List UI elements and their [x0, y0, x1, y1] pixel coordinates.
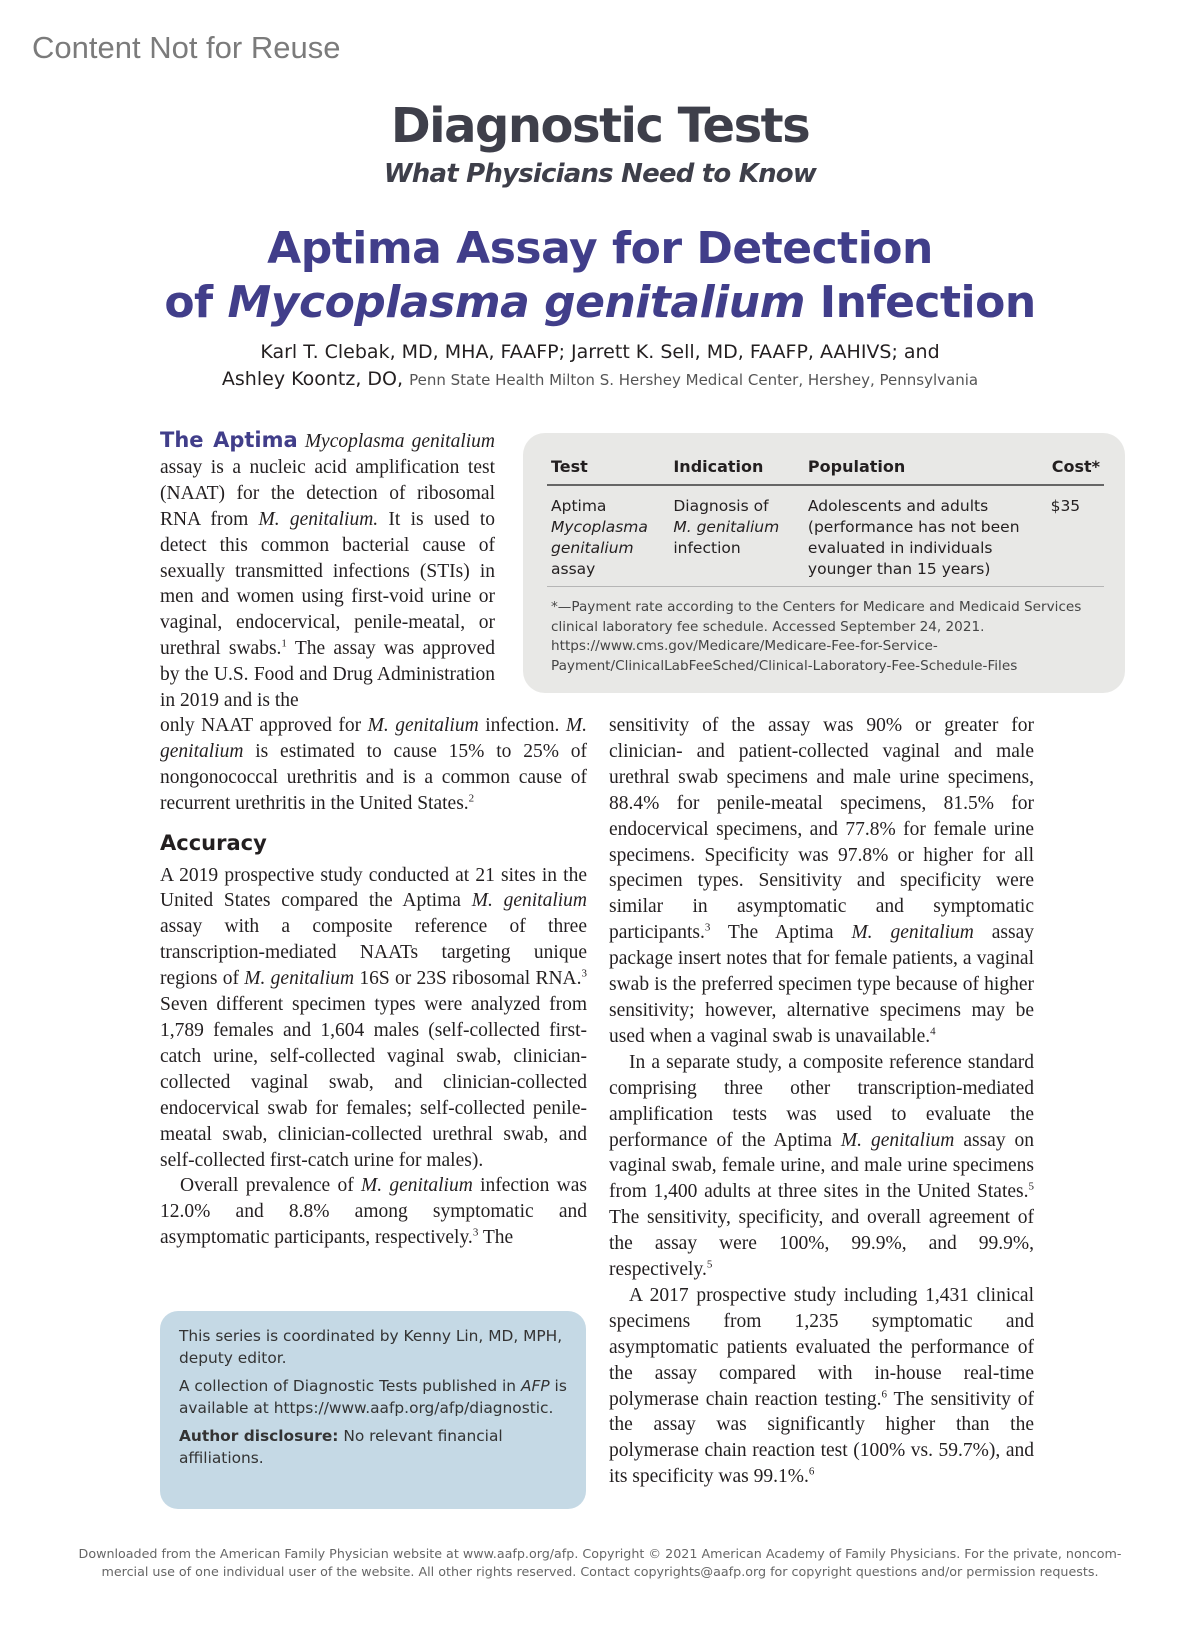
organism-name: M. genitalium	[361, 1175, 473, 1197]
series-title: Diagnostic Tests	[390, 98, 810, 154]
reference-marker: 6	[881, 1388, 887, 1401]
organism-name: M. genitalium	[471, 890, 588, 912]
text-run: assay package insert notes that for female patients, a vaginal swab is the preferred specimen type because of higher sensitivity; however, alternative specimens may be used when a vaginal swab is unavailable.	[609, 922, 1035, 1047]
reference-marker: 2	[468, 792, 475, 805]
title-line-1: Aptima Assay for Detection	[267, 223, 933, 274]
text-run: The sensitivity of the assay was significantly higher than the polymerase chain reaction test (100% vs. 59.7%), and its specificity was 99.1%.	[609, 1388, 1035, 1488]
copyright-footer	[40, 1545, 1160, 1581]
text-run: assay with a composite reference of three transcription-mediated NAATs targeting unique regions of	[160, 916, 587, 990]
section-heading-accuracy: Accuracy	[160, 830, 267, 855]
reference-marker: 5	[1028, 1180, 1034, 1193]
disclosure-text: No relevant financial affiliations.	[179, 1427, 503, 1467]
table-row	[547, 485, 1104, 587]
organism-name: M. genitalium	[244, 968, 355, 990]
text-run: sensitivity of the assay was 90% or greater for clinician- and patient-collected vaginal and male urethral swab specimens and male urine specimens, 88.4% for penile-meatal specimens, 81.5% for endocervical specimens, and 77.8% for female urine specimens. Specificity was 97.8% or higher for all specimen types. Sensitivity and specificity were similar in asymptomatic and symptomatic participants.	[609, 715, 1034, 944]
text-run: The sensitivity, specificity, and overall agreement of the assay were 100%, 99.9%, and 99.9%, respectively.	[609, 1207, 1034, 1281]
reference-marker: 6	[808, 1465, 815, 1478]
intro-paragraph-top	[160, 428, 495, 714]
footer-line-2: mercial use of one individual user of the website. All other rights reserved. Contact copyrights@aafp.org for copyright questions and/or permission requests.	[101, 1564, 1099, 1579]
series-info-box	[160, 1311, 586, 1509]
cell-cost: $35	[1047, 485, 1104, 587]
disclosure-label: Author disclosure:	[179, 1427, 339, 1445]
series-header	[0, 96, 1200, 192]
reference-marker: 3	[704, 921, 711, 934]
collection-link[interactable]: is available at https://www.aafp.org/afp/diagnostic.	[179, 1377, 567, 1417]
col-header-cost: Cost*	[1047, 453, 1104, 485]
right-paragraph-2	[609, 1050, 1034, 1283]
table-header-row	[547, 453, 1104, 485]
byline	[0, 339, 1200, 394]
organism-name: M. genitalium.	[258, 508, 379, 530]
title-prefix: of	[164, 277, 228, 328]
reference-marker: 3	[472, 1226, 479, 1239]
series-subtitle: What Physicians Need to Know	[383, 159, 817, 189]
cell-indication-line: infection	[673, 539, 741, 557]
authors-line-1: Karl T. Clebak, MD, MHA, FAAFP; Jarrett K. Sell, MD, FAAFP, AAHIVS; and	[260, 341, 940, 363]
watermark: Content Not for Reuse	[32, 30, 341, 65]
article-title	[0, 222, 1200, 330]
reference-marker: 4	[930, 1025, 936, 1038]
text-run: The Aptima	[727, 922, 834, 944]
lead-in: The Aptima	[160, 428, 298, 452]
text-run: Overall prevalence of	[180, 1175, 354, 1197]
text-run: 16S or 23S ribosomal RNA.	[359, 968, 582, 990]
text-run: In a separate study, a composite reference standard comprising three other transcription-mediated amplification tests was used to evaluate the performance of the Aptima	[609, 1051, 1034, 1151]
title-organism: Mycoplasma genitalium	[227, 277, 805, 328]
col-header-population: Population	[804, 453, 1047, 485]
text-run: infection was 12.0% and 8.8% among symptomatic and asymptomatic participants, respectively.	[160, 1175, 588, 1249]
cell-indication	[669, 485, 804, 587]
right-column	[609, 713, 1034, 1490]
reference-marker: 3	[581, 967, 588, 980]
text-run: infection.	[485, 715, 560, 736]
organism-name: Mycoplasma genitalium	[304, 431, 495, 452]
authors-line-2	[0, 366, 1200, 394]
intro-paragraph-cont	[160, 713, 587, 817]
cell-test-line: genitalium	[551, 539, 634, 557]
cell-test-line: assay	[551, 560, 596, 578]
affiliation: Penn State Health Milton S. Hershey Medical Center, Hershey, Pennsylvania	[409, 371, 979, 389]
text-run: A 2019 prospective study conducted at 21 sites in the United States compared the Aptima	[160, 864, 587, 912]
coordinator-note: This series is coordinated by Kenny Lin, MD, MPH, deputy editor.	[179, 1327, 563, 1367]
cell-test	[547, 485, 669, 587]
text-run: only NAAT approved for	[160, 715, 362, 736]
organism-name: M. genitalium	[160, 715, 588, 762]
text-run: It is used to detect this common bacterial cause of sexually transmitted infections (STIs) in men and women using first-void urine or vaginal, endocervical, penile-meatal, or urethral swabs.	[160, 508, 495, 660]
col-header-test: Test	[547, 453, 669, 485]
right-paragraph-1	[609, 713, 1034, 1050]
text-run: The assay was approved by the U.S. Food and Drug Administration in 2019 and is the	[160, 638, 495, 712]
accuracy-paragraph-2	[160, 1173, 587, 1251]
journal-abbrev: AFP	[520, 1377, 550, 1395]
cell-indication-line: Diagnosis of	[673, 497, 769, 515]
text-run: A collection of Diagnostic Tests published in	[179, 1377, 517, 1395]
organism-name: M. genitalium	[840, 1129, 955, 1151]
text-run: Seven different specimen types were analyzed from 1,789 females and 1,604 males (self-collected first-catch urine, self-collected vaginal swab, clinician-collected vaginal swab, and clinician-collected endocervical swab for females; self-collected penile-meatal swab, clinician-collected urethral swab, and self-collected first-catch urine for males).	[160, 994, 587, 1171]
cell-test-line: Aptima	[551, 497, 607, 515]
title-line-2	[0, 276, 1200, 330]
organism-name: M. genitalium	[367, 715, 479, 736]
test-summary-table	[547, 453, 1104, 587]
cell-indication-line: M. genitalium	[673, 518, 780, 536]
text-run: assay is a nucleic acid amplification test (NAAT) for the detection of ribosomal RNA from	[160, 456, 495, 530]
reference-marker: 5	[706, 1258, 713, 1271]
intro-paragraph	[160, 428, 495, 714]
cell-test-line: Mycoplasma	[551, 518, 648, 536]
disclosure-note	[179, 1425, 568, 1469]
text-run: A 2017 prospective study including 1,431 clinical specimens from 1,235 symptomatic and asymptomatic patients evaluated the performance of the assay compared with in-house real-time polymerase chain reaction testing.	[609, 1284, 1034, 1410]
organism-name: M. genitalium	[851, 922, 974, 944]
table-footnote: *—Payment rate according to the Centers for Medicare and Medicaid Services clinical laboratory fee schedule. Accessed September 24, 2021. https://www.cms.gov/Medicare/Medicare-Fee-for-Service-Payment/ClinicalLabFeeSched/Clinical-Laboratory-Fee-Schedule-Files	[551, 599, 1082, 674]
collection-note	[179, 1375, 568, 1419]
text-run: assay on vaginal swab, female urine, and male urine specimens from 1,400 adults at three sites in the United States.	[609, 1129, 1035, 1203]
col-header-indication: Indication	[669, 453, 804, 485]
accuracy-paragraph-1	[160, 863, 587, 1174]
footer-line-1: Downloaded from the American Family Physician website at www.aafp.org/afp. Copyright © 2021 American Academy of Family Physicians. For the private, noncom-	[78, 1546, 1122, 1561]
cell-population: Adolescents and adults (performance has not been evaluated in individuals younger than 15 years)	[804, 485, 1047, 587]
left-column	[160, 713, 587, 1251]
text-run: is estimated to cause 15% to 25% of nongonococcal urethritis and is a common cause of recurrent urethritis in the United States.	[160, 740, 587, 814]
test-summary-table-box	[523, 433, 1125, 693]
reference-marker: 1	[281, 637, 287, 650]
author-name: Ashley Koontz, DO,	[221, 368, 404, 390]
title-suffix: Infection	[804, 277, 1036, 328]
text-run: The	[482, 1227, 514, 1249]
right-paragraph-3	[609, 1283, 1034, 1490]
